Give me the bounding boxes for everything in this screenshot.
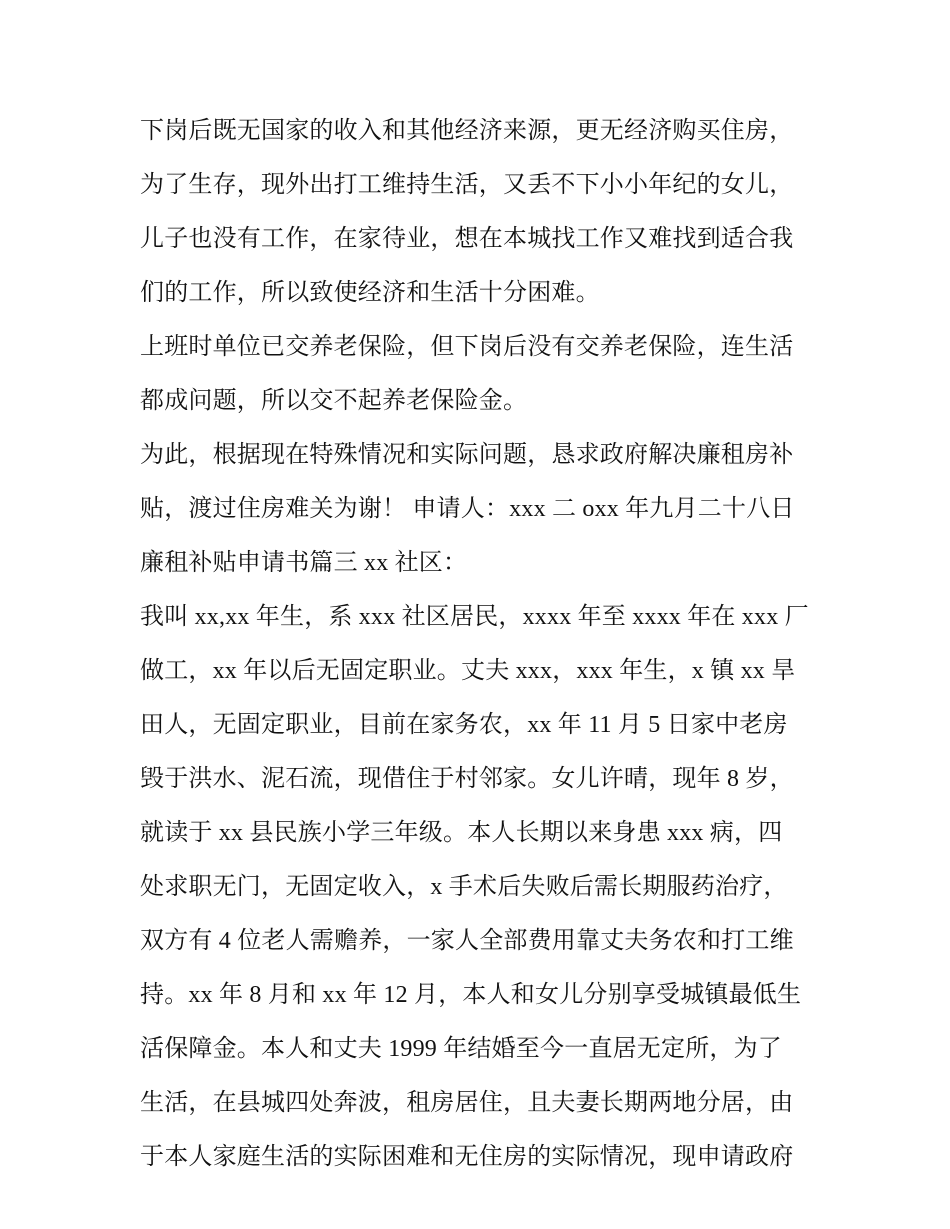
text-line-8: 贴，渡过住房难关为谢！ 申请人：xxx 二 oxx 年九月二十八日 xyxy=(140,496,795,522)
text-line-10: 我叫 xx,xx 年生，系 xxx 社区居民，xxxx 年至 xxxx 年在 xxx 厂 xyxy=(140,604,809,630)
text-line-14: 就读于 xx 县民族小学三年级。本人长期以来身患 xxx 病，四 xyxy=(140,820,783,846)
text-line-6: 都成问题，所以交不起养老保险金。 xyxy=(140,388,528,414)
text-line-5: 上班时单位已交养老保险，但下岗后没有交养老保险，连生活 xyxy=(140,334,794,360)
text-line-4: 们的工作，所以致使经济和生活十分困难。 xyxy=(140,280,600,306)
text-line-7: 为此，根据现在特殊情况和实际问题，恳求政府解决廉租房补 xyxy=(140,442,794,468)
document-page xyxy=(140,104,820,1184)
text-line-18: 活保障金。本人和丈夫 1999 年结婚至今一直居无定所，为了 xyxy=(140,1036,782,1062)
text-line-11: 做工，xx 年以后无固定职业。丈夫 xxx，xxx 年生，x 镇 xx 旱 xyxy=(140,658,796,684)
text-line-2: 为了生存，现外出打工维持生活，又丢不下小小年纪的女儿， xyxy=(140,172,794,198)
text-line-1: 下岗后既无国家的收入和其他经济来源，更无经济购买住房， xyxy=(140,118,794,144)
text-line-19: 生活，在县城四处奔波，租房居住，且夫妻长期两地分居，由 xyxy=(140,1090,794,1116)
text-line-9: 廉租补贴申请书篇三 xx 社区： xyxy=(140,550,468,576)
text-line-17: 持。xx 年 8 月和 xx 年 12 月，本人和女儿分别享受城镇最低生 xyxy=(140,982,802,1008)
text-line-15: 处求职无门，无固定收入，x 手术后失败后需长期服药治疗， xyxy=(140,874,788,900)
text-line-3: 儿子也没有工作，在家待业，想在本城找工作又难找到适合我 xyxy=(140,226,794,252)
text-line-12: 田人，无固定职业，目前在家务农，xx 年 11 月 5 日家中老房 xyxy=(140,712,788,738)
text-line-13: 毁于洪水、泥石流，现借住于村邻家。女儿许晴，现年 8 岁， xyxy=(140,766,794,792)
text-line-16: 双方有 4 位老人需赡养，一家人全部费用靠丈夫务农和打工维 xyxy=(140,928,794,954)
text-line-20: 于本人家庭生活的实际困难和无住房的实际情况，现申请政府 xyxy=(140,1144,794,1170)
